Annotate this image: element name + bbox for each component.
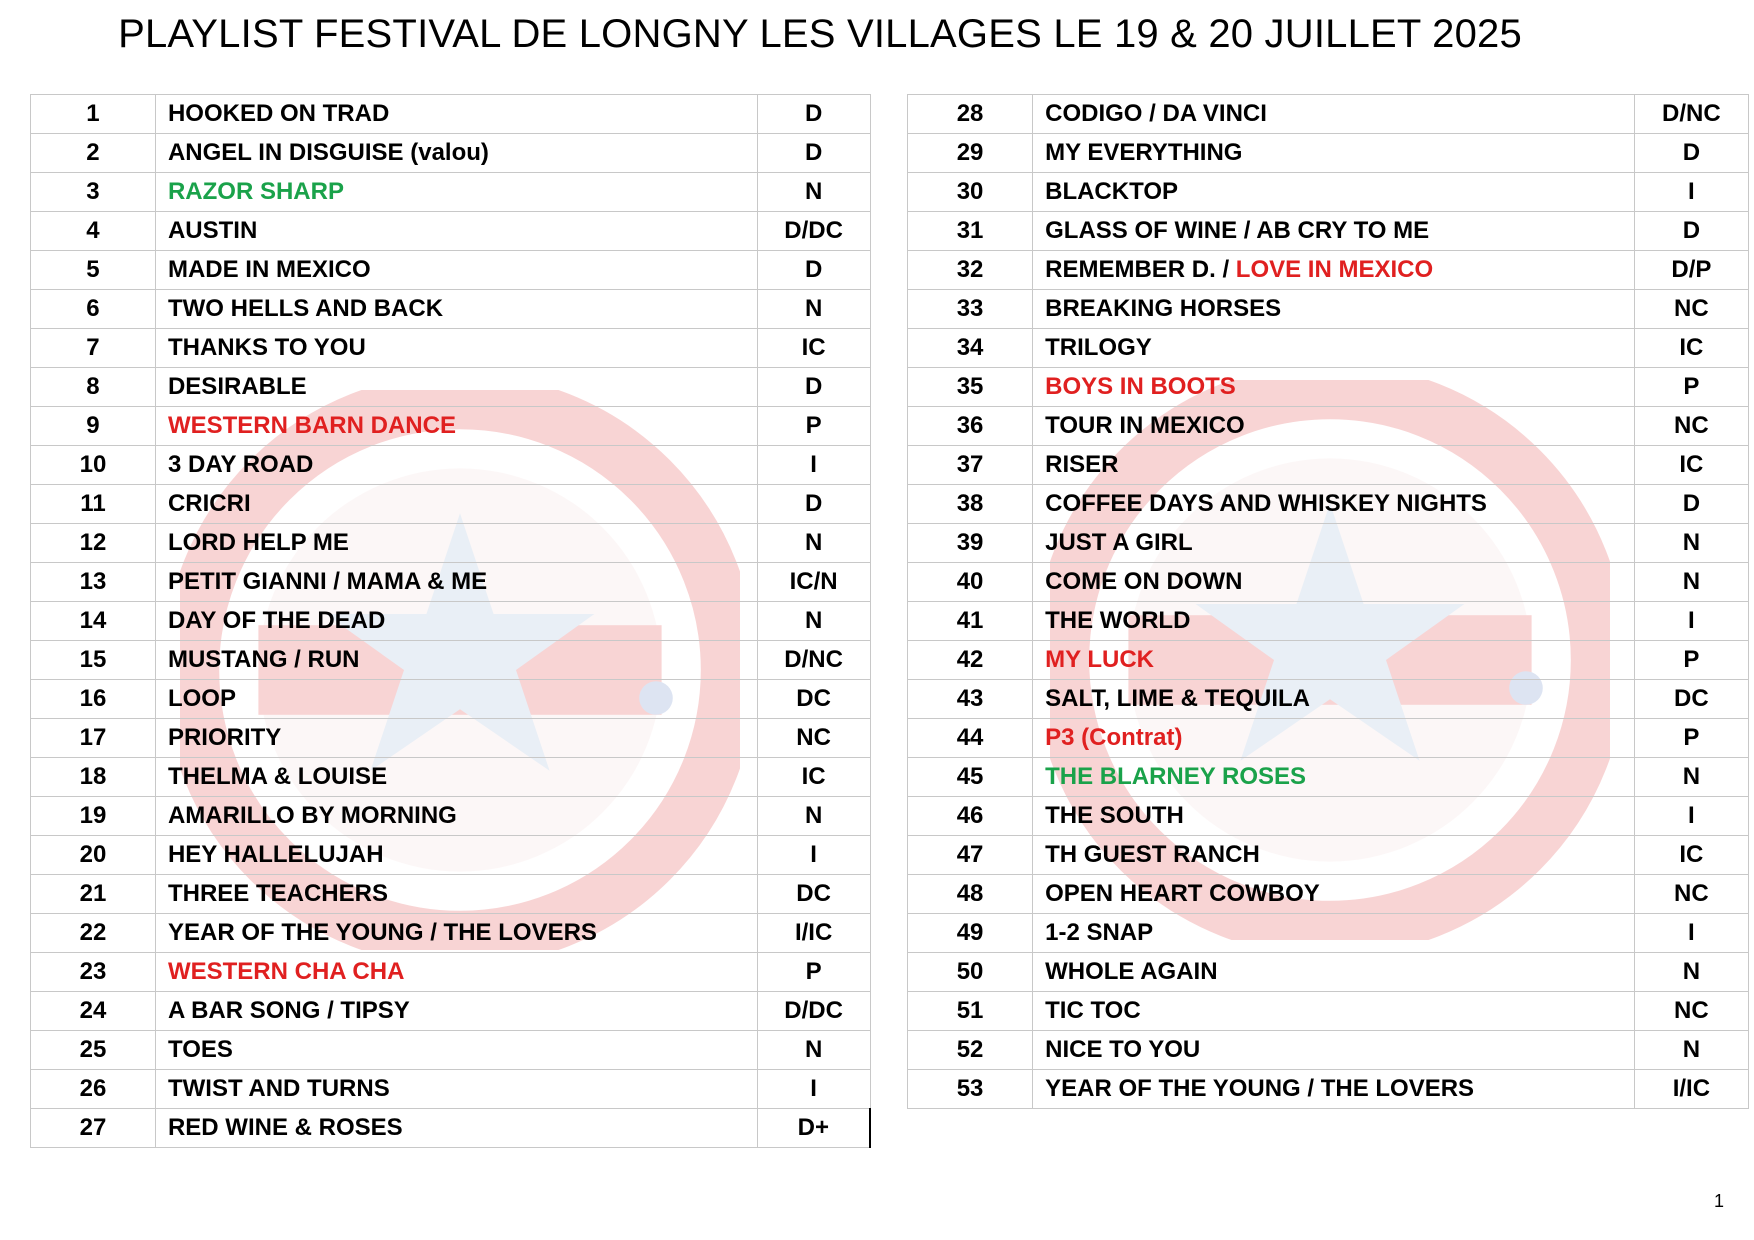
track-number: 39 <box>908 524 1033 563</box>
song-title-text: WESTERN BARN DANCE <box>167 412 456 439</box>
song-title-text: WHOLE AGAIN <box>1045 958 1218 985</box>
table-row <box>31 602 871 641</box>
track-number: 24 <box>31 992 156 1031</box>
song-title-text: DAY OF THE DEAD <box>167 607 386 634</box>
dance-level-code: D/NC <box>757 641 870 680</box>
dance-level-code: I <box>1634 914 1748 953</box>
table-row <box>908 953 1749 992</box>
song-title-text: THREE TEACHERS <box>167 880 388 907</box>
song-title-text: THE WORLD <box>1045 607 1191 634</box>
song-title <box>155 719 757 758</box>
track-number: 45 <box>908 758 1033 797</box>
song-title-text: THANKS TO YOU <box>167 334 366 361</box>
song-title-text: HOOKED ON TRAD <box>167 100 390 127</box>
song-title <box>1033 368 1635 407</box>
song-title <box>155 95 757 134</box>
song-title <box>1033 212 1635 251</box>
song-title <box>155 485 757 524</box>
table-row <box>908 875 1749 914</box>
song-title <box>1033 758 1635 797</box>
dance-level-code: I/IC <box>757 914 870 953</box>
song-title <box>1033 407 1635 446</box>
dance-level-code: P <box>1634 641 1748 680</box>
dance-level-code: D/DC <box>757 992 870 1031</box>
track-number: 25 <box>31 1031 156 1070</box>
song-title <box>1033 1070 1635 1109</box>
track-number: 15 <box>31 641 156 680</box>
track-number: 30 <box>908 173 1033 212</box>
playlist-table-left <box>30 94 871 1148</box>
track-number: 6 <box>31 290 156 329</box>
table-row <box>31 641 871 680</box>
track-number: 23 <box>31 953 156 992</box>
track-number: 35 <box>908 368 1033 407</box>
table-row <box>31 758 871 797</box>
song-title-text: COME ON DOWN <box>1045 568 1243 595</box>
dance-level-code: DC <box>757 875 870 914</box>
dance-level-code: I/IC <box>1634 1070 1748 1109</box>
dance-level-code: NC <box>1634 875 1748 914</box>
song-title <box>155 992 757 1031</box>
song-title <box>155 953 757 992</box>
song-title-text: THE BLARNEY ROSES <box>1045 763 1307 790</box>
song-title <box>155 758 757 797</box>
dance-level-code: D <box>757 134 870 173</box>
track-number: 5 <box>31 251 156 290</box>
song-title <box>155 680 757 719</box>
table-row <box>908 719 1749 758</box>
track-number: 46 <box>908 797 1033 836</box>
dance-level-code: P <box>1634 368 1748 407</box>
song-title <box>1033 680 1635 719</box>
track-number: 50 <box>908 953 1033 992</box>
song-title-text: MUSTANG / RUN <box>167 646 360 673</box>
track-number: 8 <box>31 368 156 407</box>
dance-level-code: N <box>1634 563 1748 602</box>
song-title-text: AMARILLO BY MORNING <box>167 802 457 829</box>
song-title <box>155 407 757 446</box>
table-row <box>908 368 1749 407</box>
table-row <box>31 953 871 992</box>
track-number: 48 <box>908 875 1033 914</box>
track-number: 11 <box>31 485 156 524</box>
track-number: 53 <box>908 1070 1033 1109</box>
dance-level-code: I <box>757 1070 870 1109</box>
table-row <box>31 1031 871 1070</box>
song-title <box>155 329 757 368</box>
track-number: 17 <box>31 719 156 758</box>
song-title <box>155 134 757 173</box>
song-title-text: TOES <box>167 1036 233 1063</box>
track-number: 19 <box>31 797 156 836</box>
song-title-text: TRILOGY <box>1045 334 1152 361</box>
track-number: 40 <box>908 563 1033 602</box>
track-number: 21 <box>31 875 156 914</box>
table-row <box>908 407 1749 446</box>
dance-level-code: IC <box>1634 836 1748 875</box>
song-title-text: RISER <box>1045 451 1119 478</box>
table-row <box>908 212 1749 251</box>
dance-level-code: N <box>757 524 870 563</box>
table-row <box>31 797 871 836</box>
song-title <box>155 797 757 836</box>
song-title <box>1033 95 1635 134</box>
song-title <box>1033 875 1635 914</box>
song-title <box>1033 563 1635 602</box>
song-title <box>1033 992 1635 1031</box>
song-title-text: MY EVERYTHING <box>1045 139 1243 166</box>
dance-level-code: NC <box>757 719 870 758</box>
song-title <box>155 1109 757 1148</box>
song-title-text: CODIGO / DA VINCI <box>1045 100 1267 127</box>
table-row <box>31 446 871 485</box>
table-row <box>908 1070 1749 1109</box>
song-title-text: PRIORITY <box>167 724 282 751</box>
dance-level-code: P <box>757 953 870 992</box>
song-title <box>1033 719 1635 758</box>
track-number: 9 <box>31 407 156 446</box>
song-title-text: THE SOUTH <box>1045 802 1184 829</box>
track-number: 34 <box>908 329 1033 368</box>
track-number: 47 <box>908 836 1033 875</box>
track-number: 26 <box>31 1070 156 1109</box>
table-row <box>31 992 871 1031</box>
table-row <box>908 914 1749 953</box>
track-number: 14 <box>31 602 156 641</box>
dance-level-code: IC/N <box>757 563 870 602</box>
song-title-text: RAZOR SHARP <box>167 178 344 205</box>
song-title <box>155 602 757 641</box>
song-title <box>1033 524 1635 563</box>
song-title <box>155 446 757 485</box>
song-title-text: HEY HALLELUJAH <box>167 841 384 868</box>
song-title <box>1033 641 1635 680</box>
table-row <box>908 446 1749 485</box>
song-title <box>155 875 757 914</box>
song-title-text: TWO HELLS AND BACK <box>167 295 444 322</box>
table-row <box>31 1070 871 1109</box>
song-title-text: NICE TO YOU <box>1045 1036 1201 1063</box>
dance-level-code: D <box>1634 485 1748 524</box>
song-title <box>155 524 757 563</box>
table-row <box>31 290 871 329</box>
table-row <box>31 875 871 914</box>
song-title-text: YEAR OF THE YOUNG / THE LOVERS <box>1045 1075 1475 1102</box>
dance-level-code: D/P <box>1634 251 1748 290</box>
song-title <box>1033 290 1635 329</box>
song-title-text: LORD HELP ME <box>167 529 349 556</box>
dance-level-code: NC <box>1634 992 1748 1031</box>
song-title-text: AUSTIN <box>167 217 258 244</box>
dance-level-code: DC <box>757 680 870 719</box>
song-title-text: BOYS IN BOOTS <box>1045 373 1236 400</box>
table-row <box>31 485 871 524</box>
dance-level-code: N <box>757 1031 870 1070</box>
dance-level-code: I <box>1634 173 1748 212</box>
table-row <box>31 251 871 290</box>
track-number: 2 <box>31 134 156 173</box>
dance-level-code: D/NC <box>1634 95 1748 134</box>
table-row <box>31 524 871 563</box>
table-row <box>31 329 871 368</box>
song-title-text: GLASS OF WINE / AB CRY TO ME <box>1045 217 1430 244</box>
page-title: PLAYLIST FESTIVAL DE LONGNY LES VILLAGES LE 19 & 20 JUILLET 2025 <box>118 12 1522 56</box>
track-number: 52 <box>908 1031 1033 1070</box>
table-row <box>31 134 871 173</box>
playlist-table-right-body <box>908 95 1749 1109</box>
track-number: 18 <box>31 758 156 797</box>
song-title-text: MADE IN MEXICO <box>167 256 371 283</box>
track-number: 37 <box>908 446 1033 485</box>
song-title-text: ANGEL IN DISGUISE (valou) <box>167 139 489 166</box>
dance-level-code: D <box>757 95 870 134</box>
song-title <box>155 368 757 407</box>
song-title-text: 1-2 SNAP <box>1045 919 1154 946</box>
dance-level-code: P <box>757 407 870 446</box>
dance-level-code: IC <box>1634 329 1748 368</box>
song-title <box>155 251 757 290</box>
dance-level-code: I <box>1634 797 1748 836</box>
song-title <box>1033 797 1635 836</box>
song-title-text: WESTERN CHA CHA <box>167 958 405 985</box>
track-number: 20 <box>31 836 156 875</box>
song-title-text: SALT, LIME & TEQUILA <box>1045 685 1310 712</box>
dance-level-code: N <box>757 173 870 212</box>
table-row <box>908 602 1749 641</box>
track-number: 29 <box>908 134 1033 173</box>
dance-level-code: NC <box>1634 407 1748 446</box>
song-title <box>1033 836 1635 875</box>
table-row <box>908 641 1749 680</box>
song-title-text: DESIRABLE <box>167 373 307 400</box>
dance-level-code: N <box>757 602 870 641</box>
table-row <box>908 680 1749 719</box>
track-number: 13 <box>31 563 156 602</box>
track-number: 28 <box>908 95 1033 134</box>
dance-level-code: D <box>757 368 870 407</box>
table-row <box>31 719 871 758</box>
song-title <box>1033 134 1635 173</box>
dance-level-code: D <box>1634 212 1748 251</box>
song-title <box>155 914 757 953</box>
table-row <box>908 290 1749 329</box>
song-title <box>1033 485 1635 524</box>
song-title <box>155 836 757 875</box>
track-number: 44 <box>908 719 1033 758</box>
dance-level-code: N <box>1634 953 1748 992</box>
table-row <box>31 95 871 134</box>
track-number: 38 <box>908 485 1033 524</box>
dance-level-code: D+ <box>757 1109 870 1148</box>
song-title <box>1033 602 1635 641</box>
track-number: 42 <box>908 641 1033 680</box>
track-number: 16 <box>31 680 156 719</box>
dance-level-code: N <box>757 290 870 329</box>
song-title-text: PETIT GIANNI / MAMA & ME <box>167 568 488 595</box>
track-number: 12 <box>31 524 156 563</box>
track-number: 3 <box>31 173 156 212</box>
dance-level-code: NC <box>1634 290 1748 329</box>
playlist-table-right <box>907 94 1749 1109</box>
table-row <box>908 485 1749 524</box>
table-row <box>31 368 871 407</box>
song-title-text: THELMA & LOUISE <box>167 763 388 790</box>
song-title-text: OPEN HEART COWBOY <box>1045 880 1320 907</box>
song-title <box>155 290 757 329</box>
song-title <box>155 641 757 680</box>
track-number: 27 <box>31 1109 156 1148</box>
track-number: 4 <box>31 212 156 251</box>
table-row <box>908 563 1749 602</box>
song-title-text: A BAR SONG / TIPSY <box>167 997 410 1024</box>
table-row <box>31 680 871 719</box>
table-row <box>908 173 1749 212</box>
track-number: 41 <box>908 602 1033 641</box>
track-number: 36 <box>908 407 1033 446</box>
song-title-text: BREAKING HORSES <box>1045 295 1282 322</box>
track-number: 7 <box>31 329 156 368</box>
table-row <box>31 173 871 212</box>
song-title-text: 3 DAY ROAD <box>167 451 314 478</box>
table-row <box>908 524 1749 563</box>
track-number: 31 <box>908 212 1033 251</box>
table-row <box>908 992 1749 1031</box>
song-title-text: TH GUEST RANCH <box>1045 841 1260 868</box>
table-row <box>31 563 871 602</box>
song-title-text: MY LUCK <box>1045 646 1154 673</box>
table-row <box>908 134 1749 173</box>
table-row <box>908 251 1749 290</box>
song-title-extra: LOVE IN MEXICO <box>1235 256 1434 283</box>
song-title <box>155 563 757 602</box>
track-number: 49 <box>908 914 1033 953</box>
song-title-text: BLACKTOP <box>1045 178 1178 205</box>
table-row <box>31 914 871 953</box>
song-title-text: COFFEE DAYS AND WHISKEY NIGHTS <box>1045 490 1487 517</box>
page-number: 1 <box>1713 1191 1724 1211</box>
dance-level-code: N <box>1634 758 1748 797</box>
song-title-text: TIC TOC <box>1045 997 1141 1024</box>
dance-level-code: D <box>757 251 870 290</box>
dance-level-code: IC <box>757 758 870 797</box>
dance-level-code: IC <box>757 329 870 368</box>
track-number: 51 <box>908 992 1033 1031</box>
table-row <box>31 407 871 446</box>
song-title <box>1033 446 1635 485</box>
dance-level-code: IC <box>1634 446 1748 485</box>
song-title <box>155 1070 757 1109</box>
table-row <box>908 836 1749 875</box>
dance-level-code: D/DC <box>757 212 870 251</box>
song-title <box>1033 914 1635 953</box>
dance-level-code: I <box>757 836 870 875</box>
dance-level-code: D <box>1634 134 1748 173</box>
track-number: 1 <box>31 95 156 134</box>
song-title <box>1033 1031 1635 1070</box>
song-title <box>1033 173 1635 212</box>
song-title <box>155 1031 757 1070</box>
track-number: 10 <box>31 446 156 485</box>
track-number: 32 <box>908 251 1033 290</box>
song-title-text: JUST A GIRL <box>1045 529 1193 556</box>
song-title-text: P3 (Contrat) <box>1045 724 1183 751</box>
dance-level-code: N <box>1634 524 1748 563</box>
table-row <box>31 836 871 875</box>
track-number: 22 <box>31 914 156 953</box>
playlist-table-left-body <box>31 95 871 1148</box>
song-title <box>1033 251 1635 290</box>
table-row <box>31 1109 871 1148</box>
song-title-text: LOOP <box>167 685 236 712</box>
table-row <box>908 329 1749 368</box>
dance-level-code: D <box>757 485 870 524</box>
table-row <box>908 758 1749 797</box>
song-title <box>155 212 757 251</box>
table-row <box>908 797 1749 836</box>
song-title-text: REMEMBER D. / <box>1045 256 1236 283</box>
song-title-text: TOUR IN MEXICO <box>1045 412 1245 439</box>
dance-level-code: N <box>1634 1031 1748 1070</box>
dance-level-code: I <box>1634 602 1748 641</box>
table-row <box>908 1031 1749 1070</box>
dance-level-code: N <box>757 797 870 836</box>
song-title-text: RED WINE & ROSES <box>167 1114 403 1141</box>
song-title-text: YEAR OF THE YOUNG / THE LOVERS <box>167 919 597 946</box>
dance-level-code: I <box>757 446 870 485</box>
table-row <box>908 95 1749 134</box>
song-title <box>155 173 757 212</box>
song-title <box>1033 953 1635 992</box>
table-row <box>31 212 871 251</box>
dance-level-code: DC <box>1634 680 1748 719</box>
song-title <box>1033 329 1635 368</box>
track-number: 43 <box>908 680 1033 719</box>
song-title-text: CRICRI <box>167 490 251 517</box>
song-title-text: TWIST AND TURNS <box>167 1075 390 1102</box>
dance-level-code: P <box>1634 719 1748 758</box>
track-number: 33 <box>908 290 1033 329</box>
